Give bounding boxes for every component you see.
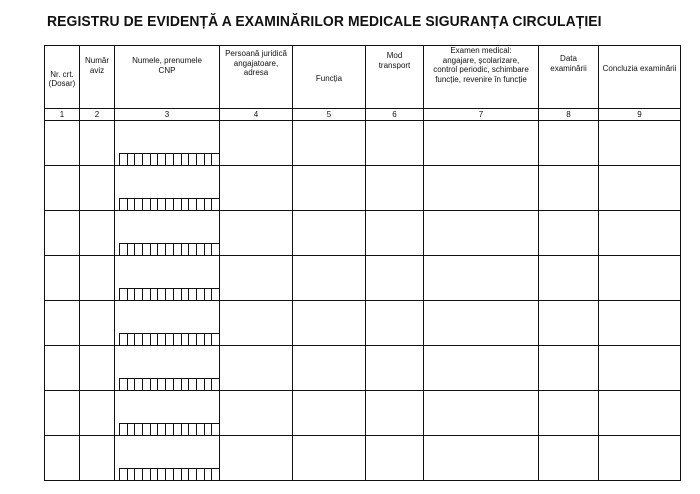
name-cnp-cell[interactable] [115,391,220,436]
cnp-digit-box[interactable] [197,199,205,210]
table-cell[interactable] [366,346,424,391]
table-cell[interactable] [220,301,293,346]
col-number: 1 [45,109,80,121]
register-table [44,45,681,481]
table-cell[interactable] [424,211,539,256]
cnp-digit-box[interactable] [128,289,136,300]
cnp-digit-box[interactable] [158,334,166,345]
cnp-digit-box[interactable] [212,199,219,210]
cnp-digit-box[interactable] [128,154,136,165]
cnp-digit-box[interactable] [182,379,190,390]
cnp-digit-box[interactable] [151,469,159,480]
col-header-nume-cnp: Numele, prenumele CNP [115,46,220,109]
cnp-digit-box[interactable] [128,424,136,435]
cnp-digit-box[interactable] [143,289,151,300]
cnp-digit-box[interactable] [166,469,174,480]
cnp-digit-box[interactable] [143,199,151,210]
table-cell[interactable] [220,211,293,256]
cnp-digit-box[interactable] [205,199,213,210]
table-cell[interactable] [366,166,424,211]
cnp-digit-box[interactable] [197,154,205,165]
name-cnp-cell[interactable] [115,121,220,166]
cnp-digit-box[interactable] [182,289,190,300]
table-cell[interactable] [366,301,424,346]
table-cell[interactable] [80,346,115,391]
table-cell[interactable] [80,436,115,481]
col-number: 2 [80,109,115,121]
col-header-data-examinarii: Data examinării [539,46,599,109]
name-cnp-cell[interactable] [115,301,220,346]
cnp-digit-boxes[interactable] [119,468,219,480]
table-row [45,436,681,481]
table-cell[interactable] [293,121,366,166]
table-row [45,121,681,166]
cnp-digit-box[interactable] [120,424,128,435]
name-cnp-cell[interactable] [115,211,220,256]
cnp-digit-box[interactable] [158,199,166,210]
cnp-digit-box[interactable] [158,244,166,255]
table-row [45,346,681,391]
table-cell[interactable] [539,436,599,481]
table-cell[interactable] [539,301,599,346]
cnp-digit-box[interactable] [120,244,128,255]
table-cell[interactable] [45,436,80,481]
cnp-digit-box[interactable] [174,379,182,390]
table-cell[interactable] [293,211,366,256]
cnp-digit-box[interactable] [151,379,159,390]
table-cell[interactable] [539,166,599,211]
cnp-digit-box[interactable] [212,289,219,300]
table-cell[interactable] [45,301,80,346]
cnp-digit-box[interactable] [143,244,151,255]
column-number-row [45,109,681,121]
name-cnp-cell[interactable] [115,256,220,301]
cnp-digit-box[interactable] [135,244,143,255]
cnp-digit-box[interactable] [120,334,128,345]
table-cell[interactable] [366,256,424,301]
table-cell[interactable] [293,391,366,436]
table-cell[interactable] [293,301,366,346]
table-cell[interactable] [366,121,424,166]
cnp-digit-box[interactable] [174,334,182,345]
cnp-digit-box[interactable] [189,199,197,210]
cnp-digit-box[interactable] [205,244,213,255]
cnp-digit-box[interactable] [205,469,213,480]
cnp-digit-box[interactable] [120,199,128,210]
col-header-concluzia: Concluzia examinării [599,46,681,109]
table-cell[interactable] [80,211,115,256]
cnp-digit-box[interactable] [212,334,219,345]
cnp-digit-box[interactable] [212,424,219,435]
table-cell[interactable] [80,121,115,166]
col-header-mod-transport: Mod transport [366,46,424,109]
cnp-digit-box[interactable] [120,379,128,390]
table-cell[interactable] [80,301,115,346]
cnp-digit-boxes[interactable] [119,153,219,165]
cnp-digit-box[interactable] [166,199,174,210]
cnp-digit-box[interactable] [174,154,182,165]
table-cell[interactable] [599,346,681,391]
table-cell[interactable] [424,436,539,481]
table-cell[interactable] [366,211,424,256]
col-header-functia: Funcția [293,46,366,109]
table-cell[interactable] [220,346,293,391]
table-cell[interactable] [45,166,80,211]
table-cell[interactable] [220,166,293,211]
table-cell[interactable] [366,391,424,436]
cnp-digit-box[interactable] [151,289,159,300]
table-cell[interactable] [293,166,366,211]
table-row [45,166,681,211]
cnp-digit-box[interactable] [182,199,190,210]
cnp-digit-box[interactable] [158,469,166,480]
table-cell[interactable] [45,211,80,256]
cnp-digit-boxes[interactable] [119,423,219,435]
cnp-digit-box[interactable] [205,334,213,345]
page-title: REGISTRU DE EVIDENȚĂ A EXAMINĂRILOR MEDICALE SIGURANȚA CIRCULAȚIEI [47,14,602,30]
cnp-digit-box[interactable] [128,334,136,345]
cnp-digit-box[interactable] [197,469,205,480]
table-cell[interactable] [80,256,115,301]
cnp-digit-box[interactable] [182,334,190,345]
cnp-digit-box[interactable] [212,244,219,255]
header-row [45,46,681,109]
table-cell[interactable] [220,256,293,301]
col-number: 8 [539,109,599,121]
table-cell[interactable] [539,121,599,166]
name-cnp-cell[interactable] [115,346,220,391]
cnp-digit-box[interactable] [151,154,159,165]
cnp-digit-box[interactable] [158,379,166,390]
cnp-digit-box[interactable] [174,289,182,300]
cnp-digit-box[interactable] [166,379,174,390]
table-cell[interactable] [424,346,539,391]
cnp-digit-box[interactable] [135,469,143,480]
cnp-digit-box[interactable] [197,424,205,435]
cnp-digit-box[interactable] [135,154,143,165]
col-number: 3 [115,109,220,121]
table-cell[interactable] [539,346,599,391]
cnp-digit-box[interactable] [166,154,174,165]
cnp-digit-box[interactable] [182,469,190,480]
cnp-digit-box[interactable] [197,334,205,345]
cnp-digit-box[interactable] [128,379,136,390]
cnp-digit-box[interactable] [174,469,182,480]
col-header-examen-medical: Examen medical: angajare, școlarizare, control periodic, schimbare funcție, revenire în funcție [424,46,539,109]
col-number: 6 [366,109,424,121]
cnp-digit-box[interactable] [189,334,197,345]
table-cell[interactable] [220,436,293,481]
table-cell[interactable] [293,256,366,301]
table-cell[interactable] [424,166,539,211]
table-cell[interactable] [424,301,539,346]
cnp-digit-box[interactable] [212,154,219,165]
cnp-digit-box[interactable] [197,289,205,300]
cnp-digit-box[interactable] [143,334,151,345]
cnp-digit-boxes[interactable] [119,243,219,255]
cnp-digit-box[interactable] [151,334,159,345]
col-header-numar-aviz: Număr aviz [80,46,115,109]
table-row [45,391,681,436]
table-cell[interactable] [220,121,293,166]
cnp-digit-boxes[interactable] [119,378,219,390]
table-cell[interactable] [293,346,366,391]
cnp-digit-box[interactable] [174,244,182,255]
cnp-digit-box[interactable] [189,379,197,390]
table-cell[interactable] [424,391,539,436]
cnp-digit-box[interactable] [158,154,166,165]
cnp-digit-box[interactable] [143,469,151,480]
cnp-digit-box[interactable] [128,199,136,210]
cnp-digit-box[interactable] [135,199,143,210]
col-number: 5 [293,109,366,121]
cnp-digit-box[interactable] [135,334,143,345]
col-number: 7 [424,109,539,121]
cnp-digit-box[interactable] [197,379,205,390]
cnp-digit-box[interactable] [174,199,182,210]
name-cnp-cell[interactable] [115,166,220,211]
cnp-digit-box[interactable] [166,424,174,435]
col-header-nr-crt: Nr. crt. (Dosar) [45,46,80,109]
table-cell[interactable] [45,256,80,301]
table-cell[interactable] [599,301,681,346]
cnp-digit-box[interactable] [189,424,197,435]
cnp-digit-box[interactable] [182,244,190,255]
cnp-digit-box[interactable] [182,154,190,165]
name-cnp-cell[interactable] [115,436,220,481]
cnp-digit-box[interactable] [205,289,213,300]
cnp-digit-box[interactable] [197,244,205,255]
table-cell[interactable] [539,256,599,301]
cnp-digit-box[interactable] [151,199,159,210]
col-number: 4 [220,109,293,121]
table-cell[interactable] [80,166,115,211]
cnp-digit-boxes[interactable] [119,198,219,210]
table-cell[interactable] [293,436,366,481]
cnp-digit-box[interactable] [189,289,197,300]
cnp-digit-box[interactable] [205,379,213,390]
cnp-digit-box[interactable] [212,469,219,480]
cnp-digit-box[interactable] [128,244,136,255]
cnp-digit-box[interactable] [189,244,197,255]
table-cell[interactable] [599,256,681,301]
cnp-digit-box[interactable] [182,424,190,435]
cnp-digit-box[interactable] [128,469,136,480]
table-body [45,121,681,481]
table-cell[interactable] [599,436,681,481]
table-cell[interactable] [80,391,115,436]
cnp-digit-box[interactable] [143,424,151,435]
table-cell[interactable] [599,391,681,436]
cnp-digit-box[interactable] [166,289,174,300]
cnp-digit-box[interactable] [120,469,128,480]
table-cell[interactable] [599,211,681,256]
table-cell[interactable] [424,256,539,301]
cnp-digit-box[interactable] [135,289,143,300]
cnp-digit-box[interactable] [143,154,151,165]
cnp-digit-box[interactable] [151,424,159,435]
cnp-digit-box[interactable] [166,334,174,345]
cnp-digit-box[interactable] [174,424,182,435]
table-cell[interactable] [45,346,80,391]
cnp-digit-box[interactable] [205,424,213,435]
cnp-digit-box[interactable] [212,379,219,390]
table-cell[interactable] [45,391,80,436]
table-row [45,211,681,256]
table-row [45,256,681,301]
cnp-digit-boxes[interactable] [119,288,219,300]
cnp-digit-box[interactable] [205,154,213,165]
cnp-digit-box[interactable] [120,289,128,300]
cnp-digit-box[interactable] [189,469,197,480]
cnp-digit-boxes[interactable] [119,333,219,345]
cnp-digit-box[interactable] [135,379,143,390]
cnp-digit-box[interactable] [158,424,166,435]
table-cell[interactable] [599,166,681,211]
cnp-digit-box[interactable] [158,289,166,300]
col-number: 9 [599,109,681,121]
table-cell[interactable] [424,121,539,166]
table-cell[interactable] [45,121,80,166]
cnp-digit-box[interactable] [151,244,159,255]
table-cell[interactable] [539,211,599,256]
cnp-digit-box[interactable] [166,244,174,255]
table-cell[interactable] [366,436,424,481]
table-cell[interactable] [539,391,599,436]
table-row [45,301,681,346]
cnp-digit-box[interactable] [189,154,197,165]
col-header-persoana-juridica: Persoană juridică angajatoare, adresa [220,46,293,109]
cnp-digit-box[interactable] [120,154,128,165]
table-cell[interactable] [220,391,293,436]
table-cell[interactable] [599,121,681,166]
cnp-digit-box[interactable] [135,424,143,435]
cnp-digit-box[interactable] [143,379,151,390]
